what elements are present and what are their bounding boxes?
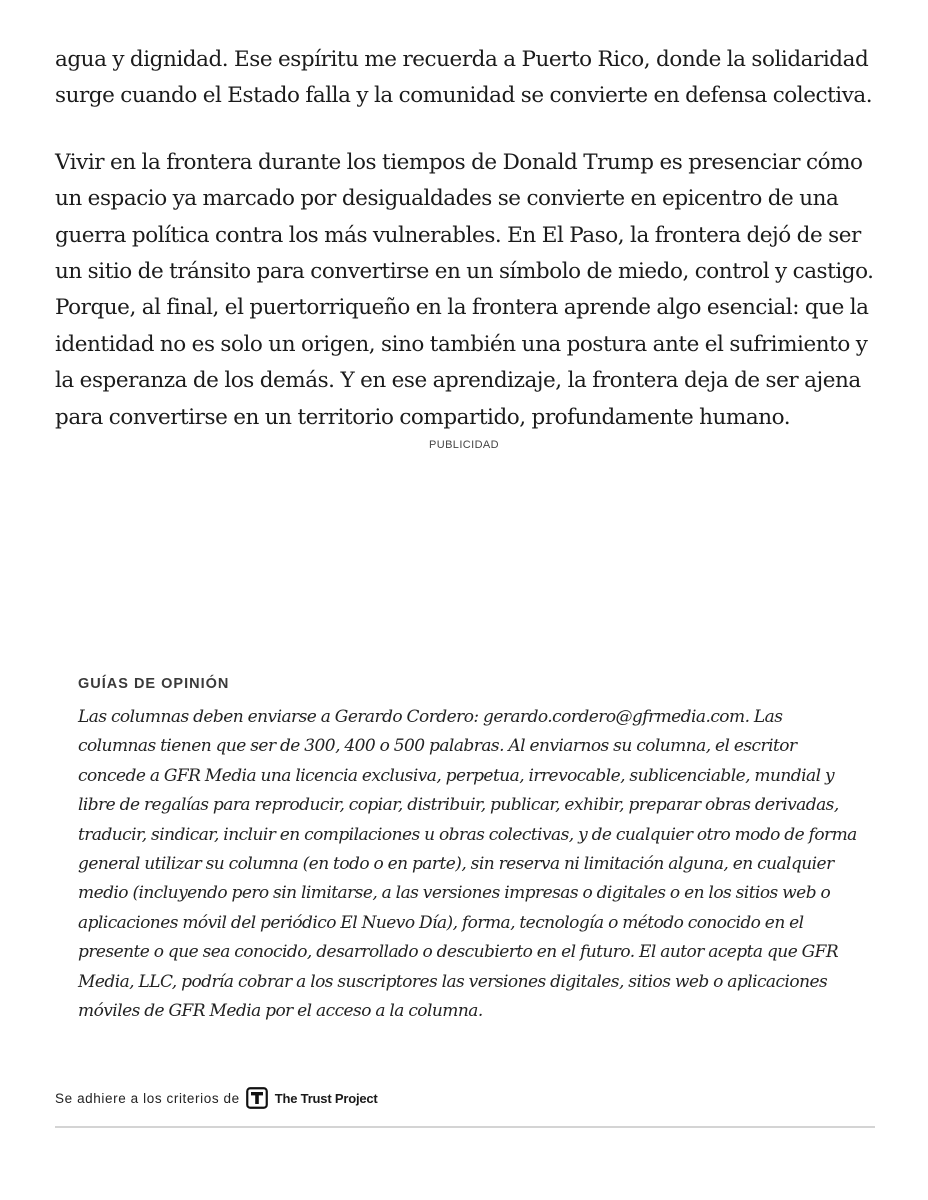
- article-paragraph: Vivir en la frontera durante los tiempos de Donald Trump es presenciar cómo un espacio ya marcado por desigualdades se convierte en epicentro de una guerra política contra los más vulnerables. En El Paso, la frontera dejó de ser un sitio de tránsito para convertirse en un símbolo de miedo, control y castigo. Porque, al final, el puertorriqueño en la frontera aprende algo esencial: que la identidad no es solo un origen, sino también una postura ante el sufrimiento y la esperanza de los demás. Y en ese aprendizaje, la frontera deja de ser ajena para convertirse en un territorio compartido, profundamente humano.: [55, 149, 874, 430]
- trust-project-link[interactable]: The Trust Project: [274, 1090, 378, 1106]
- advertisement-slot: [55, 462, 877, 652]
- opinion-guides: [78, 676, 858, 1026]
- section-divider: [55, 1126, 875, 1128]
- opinion-guides-body: Las columnas deben enviarse a Gerardo Cordero: gerardo.cordero@gfrmedia.com. Las columnas tienen que ser de 300, 400 o 500 palabras. Al enviarnos su columna, el escritor concede a GFR Media una licencia exclusiva, perpetua, irrevocable, sublicenciable, mundial y libre de regalías para reproducir, copiar, distribuir, publicar, exhibir, preparar obras derivadas, traducir, sindicar, incluir en compilaciones u obras colectivas, y de cualquier otro modo de forma general utilizar su columna (en todo o en parte), sin reserva ni limitación alguna, en cualquier medio (incluyendo pero sin limitarse, a las versiones impresas o digitales o en los sitios web o aplicaciones móvil del periódico El Nuevo Día), forma, tecnología o método conocido en el presente o que sea conocido, desarrollado o descubierto en el futuro. El autor acepta que GFR Media, LLC, podría cobrar a los suscriptores las versiones digitales, sitios web o aplicaciones móviles de GFR Media por el acceso a la columna.: [78, 707, 857, 1022]
- article-body: [55, 42, 877, 436]
- article-paragraph: agua y dignidad. Ese espíritu me recuerda a Puerto Rico, donde la solidaridad surge cuando el Estado falla y la comunidad se convierte en defensa colectiva.: [55, 47, 873, 109]
- trust-project-logo-icon: [246, 1087, 268, 1109]
- opinion-guides-title: GUÍAS DE OPINIÓN: [78, 676, 230, 692]
- trust-project-lead-text: Se adhiere a los criterios de: [55, 1090, 240, 1106]
- trust-project-badge[interactable]: [55, 1086, 378, 1110]
- advertisement-label: PUBLICIDAD: [428, 439, 500, 451]
